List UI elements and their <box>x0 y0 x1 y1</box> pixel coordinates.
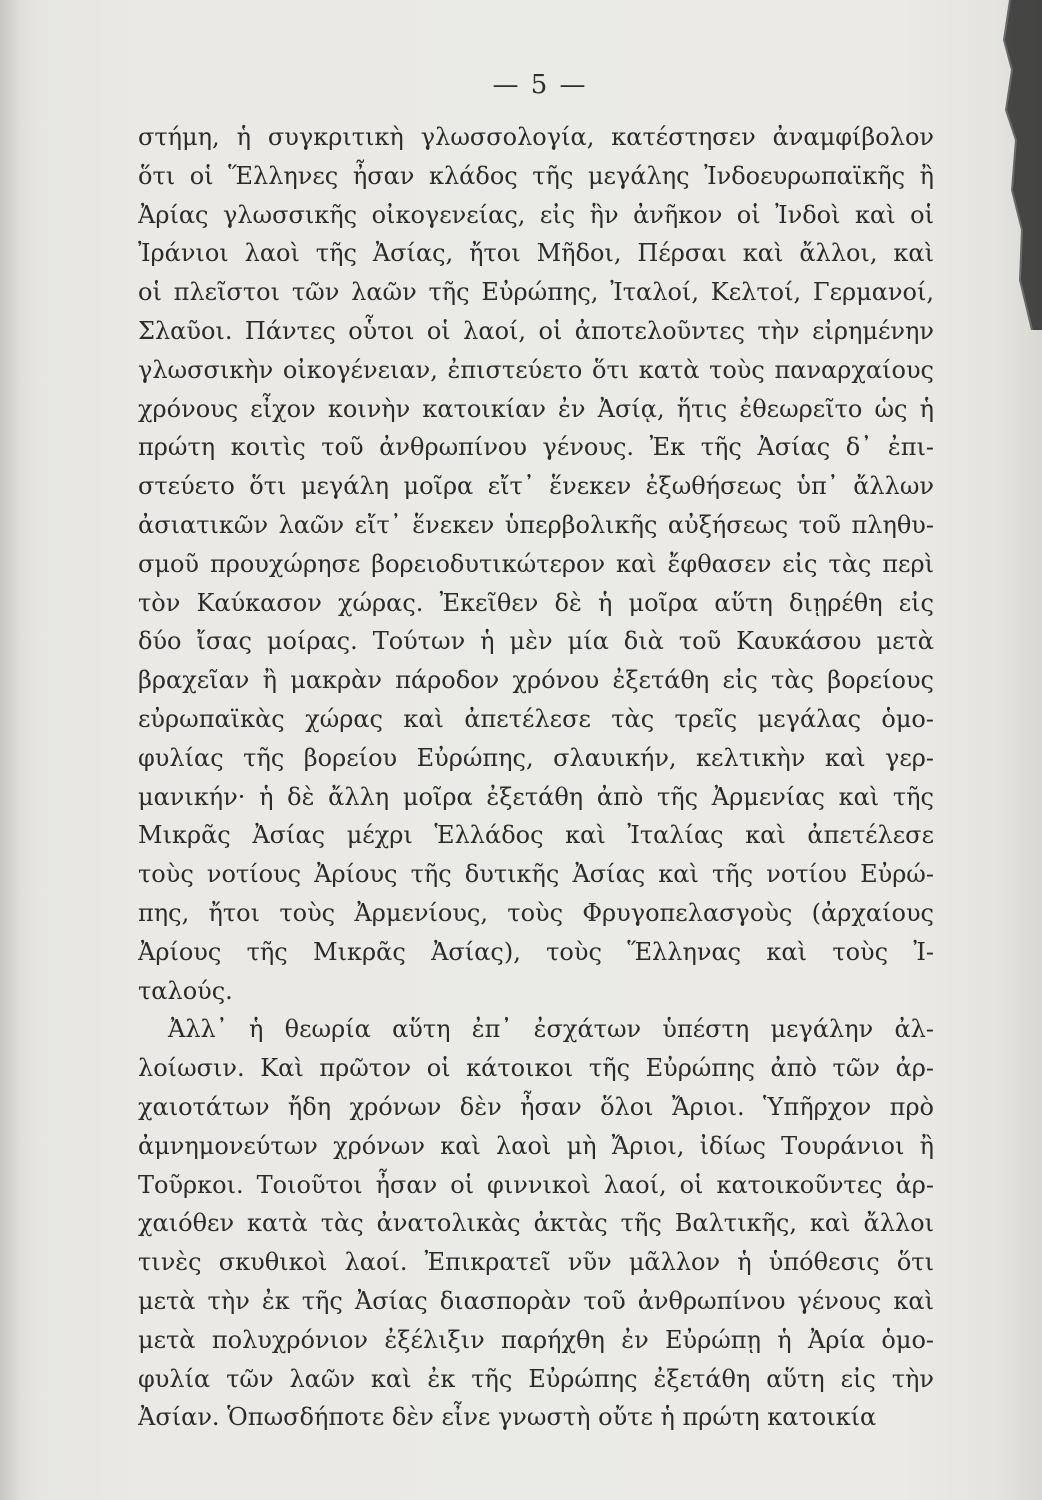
text-line: φυλία τῶν λαῶν καὶ ἐκ τῆς Εὐρώπης ἐξετάθη αὕτη εἰς τὴν <box>138 1364 934 1393</box>
body-text <box>138 118 934 1437</box>
text-line: μανικήν· ἡ δὲ ἄλλη μοῖρα ἐξετάθη ἀπὸ τῆς Ἀρμενίας καὶ τῆς <box>138 782 934 811</box>
text-line: χαιόθεν κατὰ τὰς ἀνατολικὰς ἀκτὰς τῆς Βαλτικῆς, καὶ ἄλλοι <box>138 1209 934 1238</box>
text-line: τὸν Καύκασον χώρας. Ἐκεῖθεν δὲ ἡ μοῖρα αὕτη διῃρέθη εἰς <box>138 588 934 617</box>
text-line: εὐρωπαϊκὰς χώρας καὶ ἀπετέλεσε τὰς τρεῖς μεγάλας ὁμο- <box>138 704 934 733</box>
text-line: μετὰ πολυχρόνιον ἐξέλιξιν παρήχθη ἐν Εὐρώπῃ ἡ Ἀρία ὁμο- <box>138 1325 934 1354</box>
text-line: Μικρᾶς Ἀσίας μέχρι Ἑλλάδος καὶ Ἰταλίας καὶ ἀπετέλεσε <box>138 821 934 850</box>
text-line: Ἀρίους τῆς Μικρᾶς Ἀσίας), τοὺς Ἕλληνας καὶ τοὺς Ἰ- <box>138 937 934 966</box>
text-line: μετὰ τὴν ἐκ τῆς Ἀσίας διασπορὰν τοῦ ἀνθρωπίνου γένους καὶ <box>138 1286 934 1315</box>
text-line: δύο ἴσας μοίρας. Τούτων ἡ μὲν μία διὰ τοῦ Καυκάσου μετὰ <box>138 627 934 656</box>
paragraph <box>138 118 934 1010</box>
text-line: τινὲς σκυθικοὶ λαοί. Ἐπικρατεῖ νῦν μᾶλλον ἡ ὑπόθεσις ὅτι <box>138 1248 934 1277</box>
text-line: ἀμνημονεύτων χρόνων καὶ λαοὶ μὴ Ἄριοι, ἰδίως Τουράνιοι ἢ <box>138 1131 934 1160</box>
text-line: Ἀσίαν. Ὁπωσδήποτε δὲν εἶνε γνωστὴ οὔτε ἡ πρώτη κατοικία <box>138 1403 877 1432</box>
text-line: Τοῦρκοι. Τοιοῦτοι ἦσαν οἱ φιννικοὶ λαοί, οἱ κατοικοῦντες ἀρ- <box>138 1170 934 1199</box>
text-line: ταλούς. <box>138 976 233 1005</box>
text-line: λοίωσιν. Καὶ πρῶτον οἱ κάτοικοι τῆς Εὐρώπης ἀπὸ τῶν ἀρ- <box>138 1054 934 1083</box>
text-line: στεύετο ὅτι μεγάλη μοῖρα εἴτ᾽ ἕνεκεν ἐξωθήσεως ὑπ᾽ ἄλλων <box>138 472 934 501</box>
text-line: Ἀλλ᾽ ἡ θεωρία αὕτη ἐπ᾽ ἐσχάτων ὑπέστη μεγάλην ἀλ- <box>168 1015 934 1044</box>
text-line: Σλαῦοι. Πάντες οὗτοι οἱ λαοί, οἱ ἀποτελοῦντες τὴν εἰρημένην <box>138 316 934 345</box>
binding-shadow <box>0 0 22 1500</box>
text-line: βραχεῖαν ἢ μακρὰν πάροδον χρόνου ἐξετάθη εἰς τὰς βορείους <box>138 666 934 695</box>
torn-page-edge <box>982 0 1042 330</box>
text-line: πης, ἤτοι τοὺς Ἀρμενίους, τοὺς Φρυγοπελασγοὺς (ἀρχαίους <box>138 898 934 927</box>
text-line: φυλίας τῆς βορείου Εὐρώπης, σλαυικήν, κελτικὴν καὶ γερ- <box>138 743 934 772</box>
text-line: σμοῦ προυχώρησε βορειοδυτικώτερον καὶ ἔφθασεν εἰς τὰς περὶ <box>138 549 934 578</box>
text-line: πρώτη κοιτὶς τοῦ ἀνθρωπίνου γένους. Ἐκ τῆς Ἀσίας δ᾽ ἐπι- <box>138 433 934 462</box>
text-line: γλωσσικὴν οἰκογένειαν, ἐπιστεύετο ὅτι κατὰ τοὺς παναρχαίους <box>138 355 934 384</box>
text-line: Ἰράνιοι λαοὶ τῆς Ἀσίας, ἤτοι Μῆδοι, Πέρσαι καὶ ἄλλοι, καὶ <box>138 239 934 268</box>
page-number: — 5 — <box>492 70 588 100</box>
text-line: οἱ πλεῖστοι τῶν λαῶν τῆς Εὐρώπης, Ἰταλοί, Κελτοί, Γερμανοί, <box>138 278 934 307</box>
text-line: Ἀρίας γλωσσικῆς οἰκογενείας, εἰς ἣν ἀνῆκον οἱ Ἰνδοὶ καὶ οἱ <box>138 200 934 229</box>
text-line: ὅτι οἱ Ἕλληνες ἦσαν κλάδος τῆς μεγάλης Ἰνδοευρωπαϊκῆς ἢ <box>138 161 934 190</box>
text-line: στήμη, ἡ συγκριτικὴ γλωσσολογία, κατέστησεν ἀναμφίβολον <box>138 123 934 151</box>
paragraph <box>138 1010 934 1437</box>
text-line: τοὺς νοτίους Ἀρίους τῆς δυτικῆς Ἀσίας καὶ τῆς νοτίου Εὐρώ- <box>138 860 934 889</box>
text-line: χαιοτάτων ἤδη χρόνων δὲν ἦσαν ὅλοι Ἄριοι. Ὑπῆρχον πρὸ <box>138 1092 934 1121</box>
text-line: ἀσιατικῶν λαῶν εἴτ᾽ ἕνεκεν ὑπερβολικῆς αὐξήσεως τοῦ πληθυ- <box>138 510 934 539</box>
text-line: χρόνους εἶχον κοινὴν κατοικίαν ἐν Ἀσίᾳ, ἥτις ἐθεωρεῖτο ὡς ἡ <box>138 394 934 423</box>
